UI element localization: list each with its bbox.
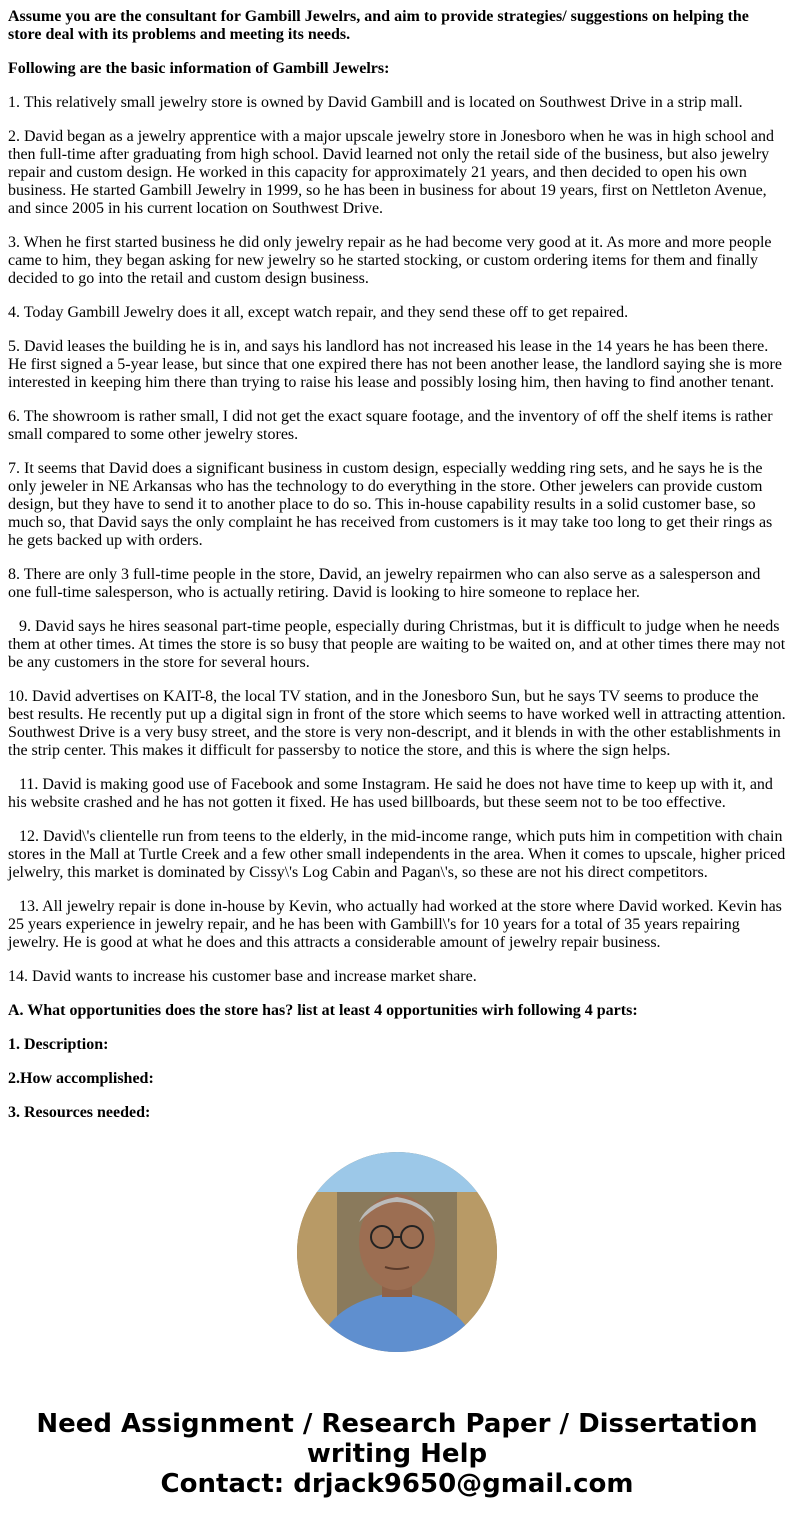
paragraph: 1. This relatively small jewelry store is owned by David Gambill and is located on Southwest Drive in a strip mall. <box>8 94 743 111</box>
paragraph: 10. David advertises on KAIT-8, the local TV station, and in the Jonesboro Sun, but he says TV seems to produce the best results. He recently put up a digital sign in front of the store which seems to have worked well in attracting attention. Southwest Drive is a very busy street, and the store is very non-descript, and it blends in with the other establishments in the strip center. This makes it difficult for passersby to notice the store, and this is where the sign helps. <box>8 688 786 759</box>
paragraph: 14. David wants to increase his customer base and increase market share. <box>8 968 477 985</box>
paragraph: 2. David began as a jewelry apprentice with a major upscale jewelry store in Jonesboro when he was in high school and then full-time after graduating from high school. David learned not only the retail side of the business, but also jewelry repair and custom design. He worked in this capacity for approximately 21 years, and then decided to open his own business. He started Gambill Jewelry in 1999, so he has been in business for about 19 years, first on Nettleton Avenue, and since 2005 in his current location on Southwest Drive. <box>8 128 774 217</box>
intro: Assume you are the consultant for Gambill Jewelrs, and aim to provide strategies/ suggestions on helping the store deal with its problems and meeting its needs. <box>8 8 749 43</box>
footer-ad <box>8 1409 786 1499</box>
footer-line: Need Assignment / Research Paper / Dissertation writing Help <box>36 1409 758 1469</box>
paragraph: 13. All jewelry repair is done in-house by Kevin, who actually had worked at the store where David worked. Kevin has 25 years experience in jewelry repair, and he has been with Gambill\'s for 10 years for a total of 35 years repairing jewelry. He is good at what he does and this attracts a considerable amount of jewelry repair business. <box>8 898 782 951</box>
paragraph: 11. David is making good use of Facebook and some Instagram. He said he does not have time to keep up with it, and his website crashed and he has not gotten it fixed. He has used billboards, but these seem not to be too effective. <box>8 776 773 811</box>
avatar <box>297 1152 497 1352</box>
paragraph: 12. David\'s clientelle run from teens to the elderly, in the mid-income range, which puts him in competition with chain stores in the Mall at Turtle Creek and a few other small independents in the area. When it comes to upscale, higher priced jelwelry, this market is dominated by Cissy\'s Log Cabin and Pagan\'s, so these are not his direct competitors. <box>8 828 786 881</box>
paragraph: 8. There are only 3 full-time people in the store, David, an jewelry repairmen who can also serve as a salesperson and one full-time salesperson, who is actually retiring. David is looking to hire someone to replace her. <box>8 566 761 601</box>
paragraph: 4. Today Gambill Jewelry does it all, except watch repair, and they send these off to get repaired. <box>8 304 629 321</box>
part-label: 1. Description: <box>8 1036 109 1053</box>
paragraph: 9. David says he hires seasonal part-time people, especially during Christmas, but it is difficult to judge when he needs them at other times. At times the store is so busy that people are waiting to be waited on, and at other times there may not be any customers in the store for several hours. <box>8 618 786 671</box>
question: A. What opportunities does the store has? list at least 4 opportunities wirh following 4 parts: <box>8 1002 638 1019</box>
part-label: 2.How accomplished: <box>8 1070 154 1087</box>
paragraph: 5. David leases the building he is in, and says his landlord has not increased his lease in the 14 years he has been there. He first signed a 5-year lease, but since that one expired there has not been another lease, the landlord saying she is more interested in keeping him there than trying to raise his lease and possibly losing him, then having to find another tenant. <box>8 338 782 391</box>
part-label: 3. Resources needed: <box>8 1104 151 1121</box>
paragraph: 3. When he first started business he did only jewelry repair as he had become very good at it. As more and more people came to him, they began asking for new jewelry so he started stocking, or custom ordering items for them and finally decided to go into the retail and custom design business. <box>8 234 772 287</box>
paragraph: 7. It seems that David does a significant business in custom design, especially wedding ring sets, and he says he is the only jeweler in NE Arkansas who has the technology to do everything in the store. Other jewelers can provide custom design, but they have to send it to another place to do so. This in-house capability results in a solid customer base, so much so, that David says the only complaint he has received from customers is it may take too long to get their rings as he gets backed up with orders. <box>8 460 773 549</box>
basic-heading: Following are the basic information of Gambill Jewelrs: <box>8 60 390 77</box>
footer-contact: Contact: drjack9650@gmail.com <box>160 1469 634 1499</box>
paragraph: 6. The showroom is rather small, I did not get the exact square footage, and the inventory of off the shelf items is rather small compared to some other jewelry stores. <box>8 408 773 443</box>
